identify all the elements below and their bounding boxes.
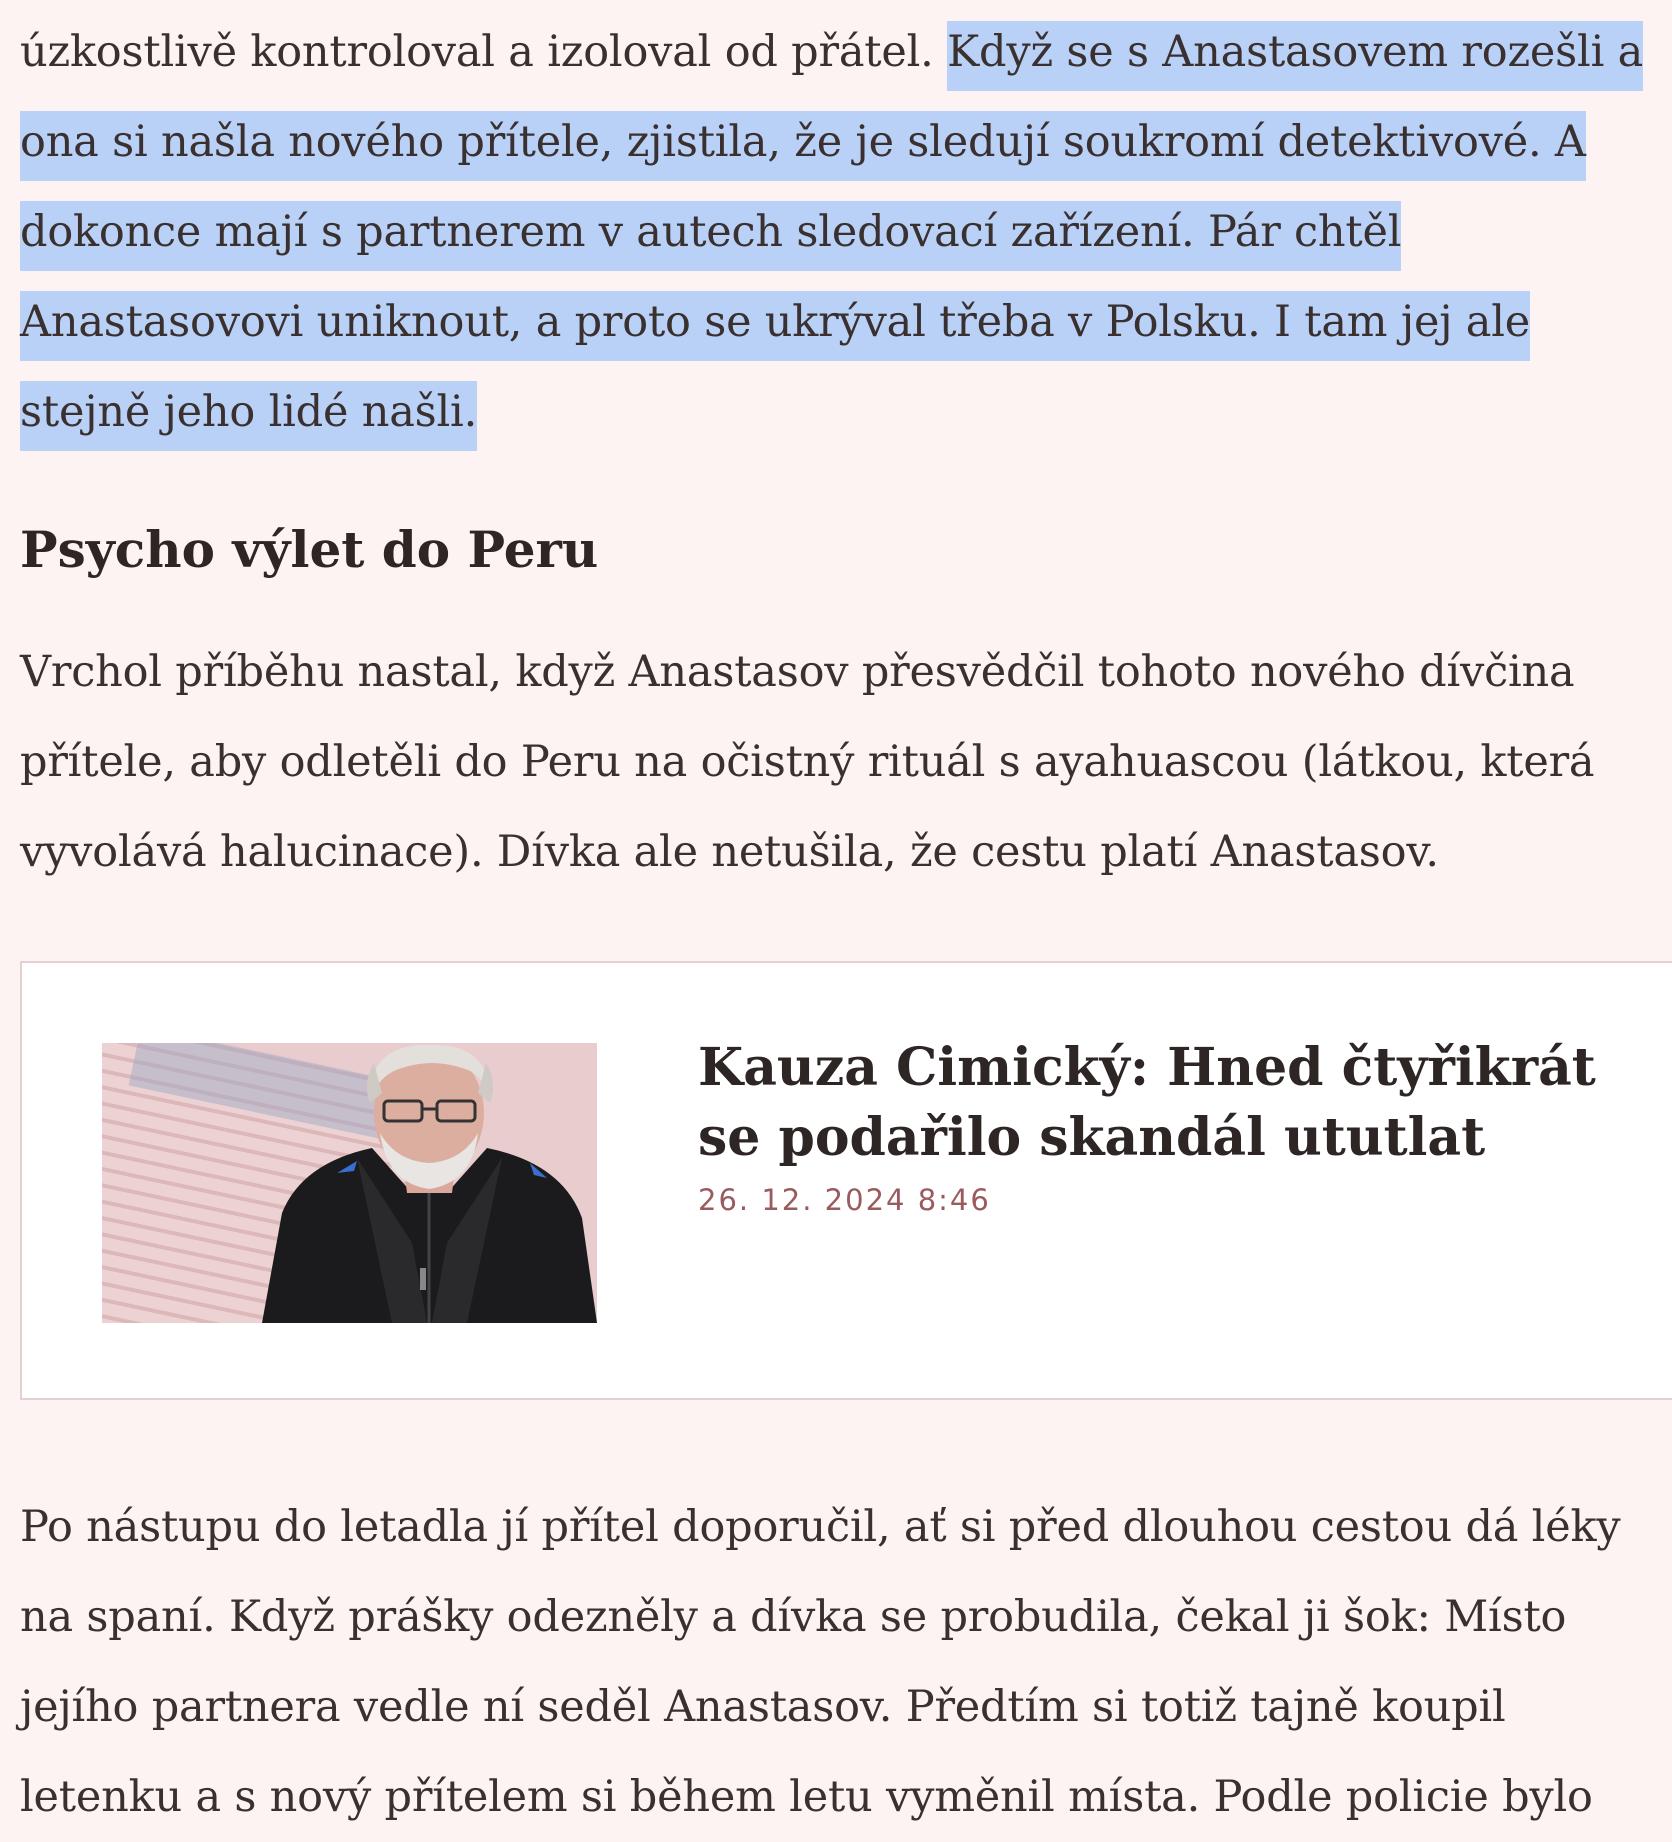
section-heading: Psycho výlet do Peru — [20, 520, 599, 579]
article-paragraph: Vrchol příběhu nastal, když Anastasov přesvědčil tohoto nového dívčina přítele, aby odletěli do Peru na očistný rituál s ayahuascou (látkou, která vyvolává halucinace). Dívka ale netušila, že cestu platí Anastasov. — [20, 647, 1595, 877]
related-article-card[interactable] — [20, 961, 1672, 1400]
related-article-date: 26. 12. 2024 8:46 — [698, 1183, 991, 1217]
person-photo-icon — [262, 1043, 597, 1323]
paragraph-text: úzkostlivě kontroloval a izoloval od přátel. — [20, 27, 948, 77]
related-article-thumbnail[interactable] — [102, 1043, 597, 1323]
article-paragraph — [20, 7, 1660, 457]
selected-text[interactable]: Když se s Anastasovem rozešli a ona si našla nového přítele, zjistila, že je sledují soukromí detektivové. A dokonce mají s partnerem v autech sledovací zařízení. Pár chtěl Anastasovovi uniknout, a proto se ukrýval třeba v Polsku. I tam jej ale stejně jeho lidé našli. — [20, 21, 1643, 451]
article-paragraph: Po nástupu do letadla jí přítel doporučil, ať si před dlouhou cestou dá léky na spaní. Když prášky odezněly a dívka se probudila, čekal ji šok: Místo jejího partnera vedle ní seděl Anastasov. Předtím si totiž tajně koupil letenku a s nový přítelem si během letu vyměnil místa. Podle policie bylo — [20, 1502, 1621, 1822]
related-article-title[interactable]: Kauza Cimický: Hned čtyřikrát se podařilo skandál ututlat — [698, 1037, 1596, 1168]
